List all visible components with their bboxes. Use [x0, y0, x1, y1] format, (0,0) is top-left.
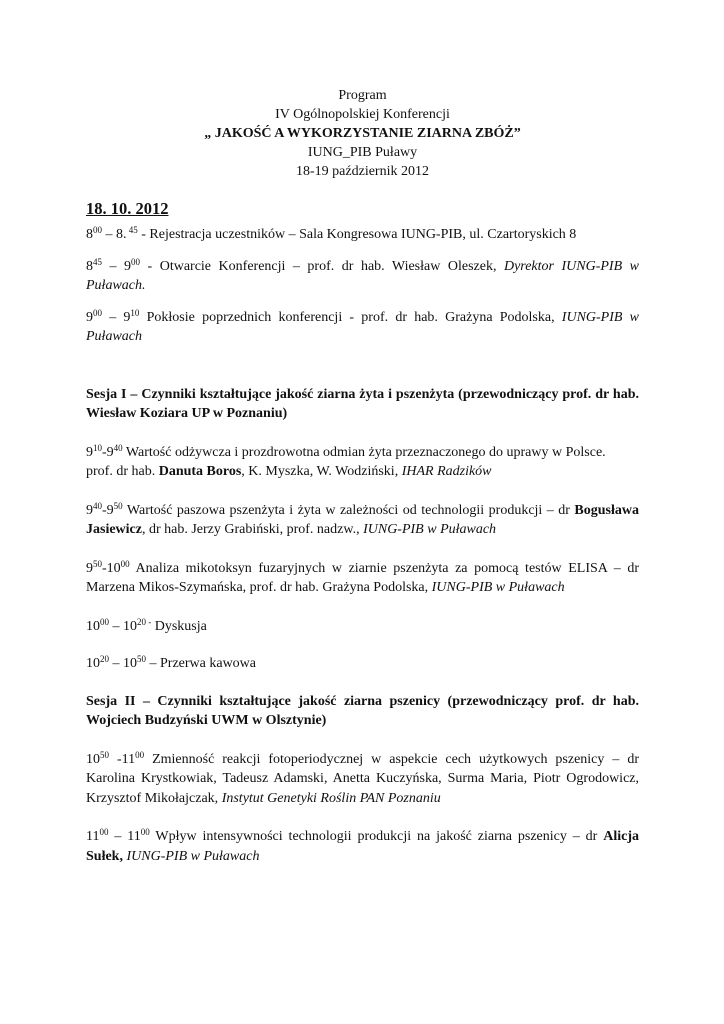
- document-page: [86, 86, 639, 866]
- header-line-program: Program: [338, 88, 387, 103]
- presenter: Danuta Boros: [158, 464, 242, 479]
- time-start: 8: [86, 258, 93, 274]
- agenda-item-s2a: [86, 750, 639, 809]
- program-header: [86, 86, 639, 181]
- time-end-min: 20 -: [137, 616, 152, 627]
- item-text: Zmienność reakcji fotoperiodycznej w aspekcie cech użytkowych pszenicy – dr Karolina Krystkowiak, Tadeusz Adamski, Anetta Kuczyńska, Surma Maria, Piotr Ogrodowicz, Krzysztof Mikołajczak,: [86, 751, 639, 806]
- time-start-min: 00: [99, 827, 109, 837]
- time-start: 10: [86, 618, 100, 634]
- agenda-item-s1a: [86, 443, 639, 482]
- time-end-min: 00: [135, 749, 145, 760]
- agenda-item-registration: [86, 225, 639, 245]
- time-start-min: 10: [93, 442, 102, 453]
- time-end: -11: [109, 751, 136, 767]
- time-start-min: 00: [93, 225, 102, 235]
- time-end-min: 40: [113, 442, 123, 453]
- time-end: -9: [102, 444, 114, 460]
- session-1-heading: Sesja I – Czynniki kształtujące jakość ziarna żyta i pszenżyta (przewodniczący prof. dr hab. Wiesław Koziara UP w Poznaniu): [86, 386, 639, 421]
- item-text: - Rejestracja uczestników – Sala Kongresowa IUNG-PIB, ul. Czartoryskich 8: [137, 227, 577, 242]
- agenda-item-discussion: [86, 617, 639, 637]
- header-line-conference: IV Ogólnopolskiej Konferencji: [275, 107, 450, 122]
- affiliation: IHAR Radzików: [401, 464, 492, 479]
- time-end: -10: [102, 560, 121, 576]
- time-end: – 10: [109, 618, 137, 634]
- time-end: – 10: [109, 656, 137, 671]
- time-start-min: 20: [100, 654, 109, 664]
- author-prefix: prof. dr hab.: [86, 464, 159, 479]
- time-end-min: 45: [126, 225, 138, 235]
- affiliation: IUNG-PIB w Puławach: [86, 309, 639, 344]
- header-line-venue: IUNG_PIB Puławy: [307, 145, 418, 160]
- time-end-min: 10: [130, 307, 140, 318]
- item-text: Wpływ intensywności technologii produkcji na jakość ziarna pszenicy – dr: [149, 829, 604, 844]
- time-end: – 9: [102, 309, 131, 325]
- item-text: Wartość odżywcza i prozdrowotna odmian żyta przeznaczonego do uprawy w Polsce.: [122, 444, 606, 460]
- time-start: 10: [86, 656, 100, 671]
- time-start-min: 45: [93, 256, 102, 267]
- time-end: -9: [102, 502, 114, 518]
- item-text: Analiza mikotoksyn fuzaryjnych w ziarnie pszenżyta za pomocą testów ELISA – dr Marzena Mikos-Szymańska, prof. dr hab. Grażyna Podolska,: [86, 560, 639, 595]
- time-start: 11: [86, 829, 100, 844]
- header-line-title: „ JAKOŚĆ A WYKORZYSTANIE ZIARNA ZBÓŻ”: [204, 126, 521, 141]
- time-end: – 9: [102, 258, 132, 274]
- affiliation: Instytut Genetyki Roślin PAN Poznaniu: [221, 790, 441, 806]
- time-end: – 8.: [102, 227, 127, 242]
- time-end-min: 50: [137, 654, 146, 664]
- item-text: Pokłosie poprzednich konferencji - prof. dr hab. Grażyna Podolska,: [139, 309, 562, 325]
- time-start: 9: [86, 309, 93, 325]
- session-2-heading: Sesja II – Czynniki kształtujące jakość ziarna pszenicy (przewodniczący prof. dr hab. Wojciech Budzyński UWM w Olsztynie): [86, 693, 639, 728]
- time-start: 9: [86, 560, 93, 576]
- time-start: 8: [86, 227, 93, 242]
- time-start-min: 50: [100, 749, 109, 760]
- affiliation: IUNG-PIB w Puławach: [122, 848, 260, 864]
- agenda-item-coffee-break: [86, 654, 639, 674]
- time-end-min: 00: [140, 827, 150, 837]
- time-start-min: 40: [93, 500, 102, 511]
- time-start: 10: [86, 751, 100, 767]
- time-end-min: 00: [120, 558, 130, 569]
- presenter: Bogusława Jasiewicz: [86, 502, 639, 537]
- affiliation: Dyrektor IUNG-PIB w Puławach.: [86, 258, 640, 293]
- coauthors: , dr hab. Jerzy Grabiński, prof. nadzw.,: [141, 522, 364, 537]
- agenda-item-s1c: [86, 559, 639, 598]
- item-text: Dyskusja: [151, 618, 207, 634]
- time-start-min: 00: [93, 307, 102, 318]
- time-end-min: 50: [113, 500, 123, 511]
- item-text: Wartość paszowa pszenżyta i żyta w zależności od technologii produkcji – dr: [122, 502, 575, 518]
- header-line-dates: 18-19 październik 2012: [296, 164, 429, 179]
- time-end-min: 00: [131, 256, 141, 267]
- agenda-item-opening: [86, 257, 639, 296]
- affiliation: IUNG-PIB w Puławach: [431, 580, 565, 595]
- time-start: 9: [86, 502, 93, 518]
- affiliation: IUNG-PIB w Puławach: [363, 522, 497, 537]
- agenda-item-s1b: [86, 501, 639, 540]
- time-start-min: 50: [93, 558, 102, 569]
- agenda-item-aftermath: [86, 308, 639, 347]
- agenda-item-s2b: [86, 827, 639, 866]
- presenter: Alicja Sułek,: [86, 829, 639, 864]
- time-start: 9: [86, 444, 93, 460]
- coauthors: , K. Myszka, W. Wodziński,: [241, 464, 402, 479]
- item-text: – Przerwa kawowa: [146, 656, 257, 671]
- day-heading: 18. 10. 2012: [86, 199, 169, 218]
- item-text: - Otwarcie Konferencji – prof. dr hab. Wiesław Oleszek,: [140, 258, 504, 274]
- time-start-min: 00: [100, 616, 109, 627]
- time-end: – 11: [108, 829, 141, 844]
